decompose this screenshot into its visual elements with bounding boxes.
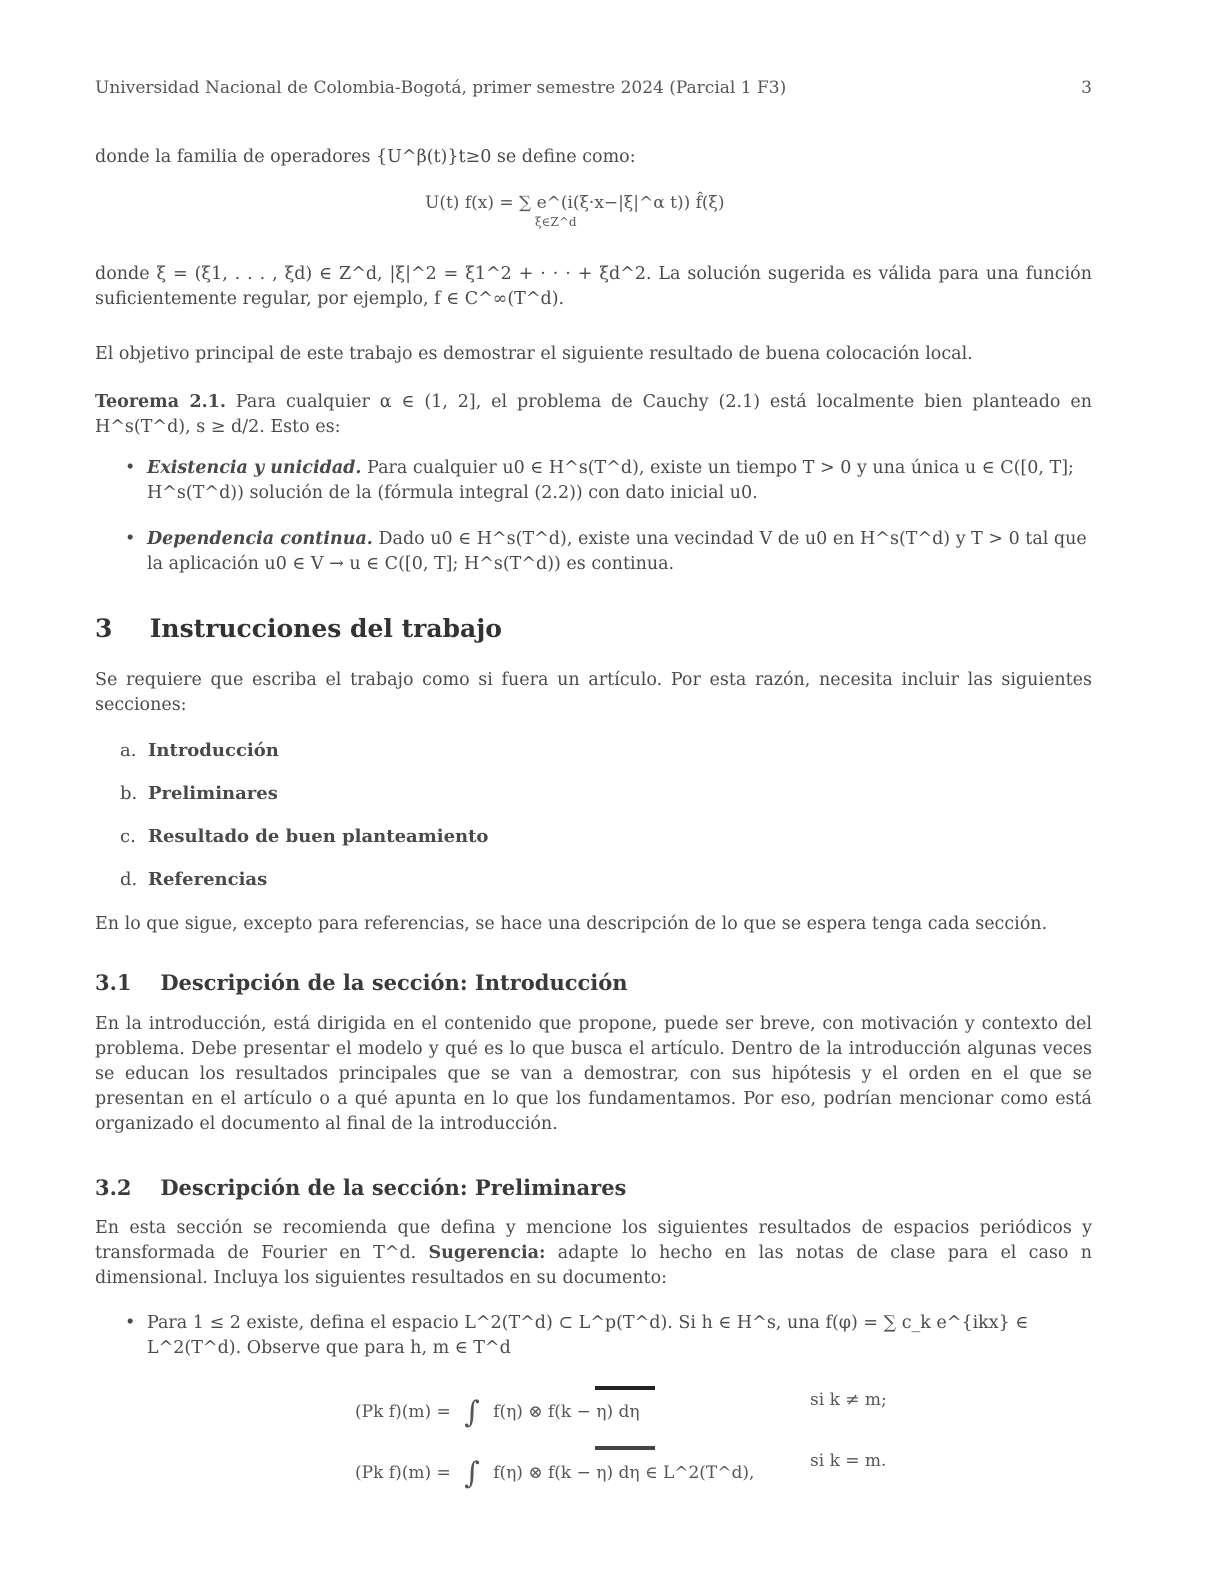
subsection-number: 3.1 [95,970,132,995]
subsection-paragraph [95,1216,1092,1291]
preliminary-item [125,1311,1092,1361]
preliminary-text: Para 1 ≤ 2 existe, defina el espacio L^2(T^d) ⊂ L^p(T^d). Si h ∈ H^s, una f(φ) = ∑ c_k e^{ikx} ∈ L^2(T^d). Observe que para h, m ∈ T^d [147,1313,1029,1358]
overline-mark [595,1446,655,1450]
equation-subscript: ξ∈Z^d [535,215,577,229]
enum-label: a. [120,740,137,761]
display-equation-2 [355,1451,887,1491]
subsection-heading [95,1175,626,1200]
paragraph-start: En esta sección se recomienda que defina y mencione los siguientes resultados de espacios periódicos y transformada de Fourier en T^d. [95,1218,1092,1263]
enum-text: Referencias [148,869,268,890]
theorem-item-text: Dado u0 ∈ H^s(T^d), existe una vecindad V de u0 en H^s(T^d) y T > 0 tal que la aplicación u0 ∈ V → u ∈ C([0, T]; H^s(T^d)) es continua. [147,529,1087,574]
equation-left: (Pk f)(m) = [355,1402,451,1422]
bullet-icon: • [125,458,136,478]
enum-label: d. [120,869,138,890]
enum-text: Preliminares [148,783,278,804]
section-number: 3 [95,614,113,643]
section-paragraph: Se requiere que escriba el trabajo como si fuera un artículo. Por esta razón, necesita incluir las siguientes secciones: [95,670,1092,715]
overline-mark [595,1386,655,1390]
subsection-title: Descripción de la sección: Preliminares [160,1175,627,1200]
enum-item [120,826,488,847]
intro-paragraph: donde ξ = (ξ1, . . . , ξd) ∈ Z^d, |ξ|^2 = ξ1^2 + · · · + ξd^2. La solución sugerida es válida para una función suficientemente regular, por ejemplo, f ∈ C^∞(T^d). [95,264,1092,309]
equation-middle: f(η) ⊗ f(k − η) dη [493,1402,640,1422]
theorem-item-title: Existencia y unicidad. [147,458,362,478]
theorem-item-title: Dependencia continua. [147,529,373,549]
bullet-icon: • [125,1313,136,1333]
equation-condition: si k ≠ m; [810,1390,887,1410]
theorem-text: Para cualquier α ∈ (1, 2], el problema de Cauchy (2.1) está localmente bien planteado en H^s(T^d), s ≥ d/2. Esto es: [95,392,1092,437]
enum-text: Resultado de buen planteamiento [148,826,489,847]
section-closing: En lo que sigue, excepto para referencias, se hace una descripción de lo que se espera tenga cada sección. [95,914,1048,934]
section-heading [95,614,502,643]
suggestion-label: Sugerencia: [428,1243,546,1263]
running-title: Universidad Nacional de Colombia-Bogotá, primer semestre 2024 (Parcial 1 F3) [95,78,787,98]
equation-middle: f(η) ⊗ f(k − η) dη ∈ L^2(T^d), [493,1463,755,1483]
display-equation [425,193,725,229]
theorem-label: Teorema 2.1. [95,392,226,412]
paragraph-end: adapte lo hecho en las notas de clase para el caso n dimensional. Incluya los siguientes resultados en su documento: [95,1243,1092,1288]
bullet-icon: • [125,529,136,549]
equation-main: U(t) f(x) = ∑ e^(i(ξ·x−|ξ|^α t)) f̂(ξ) [425,193,725,213]
theorem-item-existence [125,456,1092,506]
subsection-title: Descripción de la sección: Introducción [160,970,628,995]
objective-paragraph: El objetivo principal de este trabajo es demostrar el siguiente resultado de buena colocación local. [95,344,973,364]
subsection-number: 3.2 [95,1175,132,1200]
integral-icon: ∫ [464,1456,480,1491]
enum-item [120,869,267,890]
section-title: Instrucciones del trabajo [149,614,502,643]
enum-label: c. [120,826,136,847]
equation-condition: si k = m. [810,1451,887,1471]
enum-item [120,783,278,804]
subsection-heading [95,970,628,995]
integral-icon: ∫ [464,1395,480,1430]
enum-item [120,740,279,761]
document-page [95,0,1092,1584]
theorem-item-continuity [125,527,1092,577]
theorem-item-text: Para cualquier u0 ∈ H^s(T^d), existe un tiempo T > 0 y una única u ∈ C([0, T]; H^s(T^d)) solución de la (fórmula integral (2.2)) con dato inicial u0. [147,458,1074,503]
display-equation-1 [355,1390,887,1430]
subsection-paragraph: En la introducción, está dirigida en el contenido que propone, puede ser breve, con motivación y contexto del problema. Debe presentar el modelo y qué es lo que busca el artículo. Dentro de la introducción algunas veces se educan los resultados principales que se van a demostrar, con sus hipótesis y el orden en el que se presentan en el artículo o a qué apunta en lo que los fundamentamos. Por eso, podrían mencionar como está organizado el documento al final de la introducción. [95,1014,1092,1134]
equation-left: (Pk f)(m) = [355,1463,451,1483]
theorem-paragraph [95,390,1092,440]
intro-line: donde la familia de operadores {U^β(t)}t≥0 se define como: [95,147,636,167]
enum-label: b. [120,783,138,804]
enum-text: Introducción [148,740,279,761]
page-number: 3 [1081,78,1092,98]
